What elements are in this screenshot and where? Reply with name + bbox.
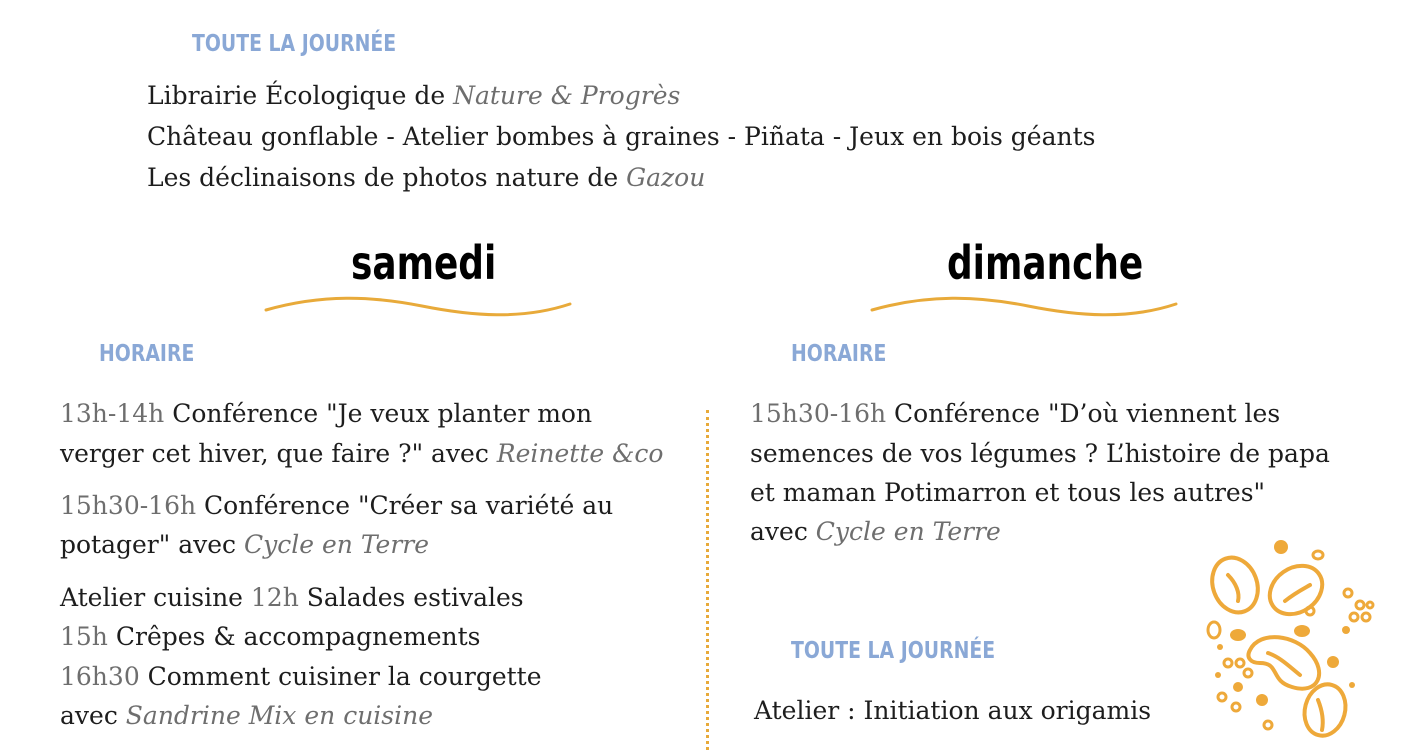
cuisine-item-1: Salades estivales: [298, 583, 524, 612]
samedi-conf2-text2: potager" avec: [60, 530, 244, 559]
column-divider: [706, 410, 709, 750]
dimanche-conf-line2: semences de vos légumes ? L’histoire de papa: [750, 439, 1330, 468]
top-line-3-prefix: Les déclinaisons de photos nature de: [147, 163, 627, 192]
cuisine-item-3: Comment cuisiner la courgette: [139, 662, 542, 691]
dimanche-conf-time: 15h30-16h: [750, 399, 887, 428]
top-line-1-italic: Nature & Progrès: [453, 81, 681, 110]
dimanche-title: dimanche: [947, 236, 1144, 290]
dimanche-conf-avec: avec: [750, 517, 816, 546]
samedi-conf2-speaker: Cycle en Terre: [243, 530, 430, 559]
samedi-conf2-time: 15h30-16h: [60, 491, 197, 520]
samedi-conf2-text1: Conférence "Créer sa variété au: [196, 491, 614, 520]
dimanche-underline: [868, 292, 1180, 326]
cuisine-time-2: 15h: [60, 622, 108, 651]
samedi-underline: [262, 292, 574, 326]
top-line-1-prefix: Librairie Écologique de: [147, 81, 454, 110]
seeds-illustration-icon: [1200, 535, 1390, 750]
dimanche-conf-speaker: Cycle en Terre: [815, 517, 1001, 546]
dimanche-conf-line1: [750, 394, 1280, 434]
cuisine-item-2: Crêpes & accompagnements: [107, 622, 481, 651]
dimanche-conf-line3: et maman Potimarron et tous les autres": [750, 478, 1266, 507]
samedi-conf1-text1: Conférence "Je veux planter mon: [164, 399, 593, 428]
top-line-3: [147, 158, 705, 198]
cuisine-avec: avec: [60, 701, 126, 730]
samedi-conf1-speaker: Reinette &co: [496, 439, 664, 468]
cuisine-time-3: 16h30: [60, 662, 140, 691]
cuisine-speaker: Sandrine Mix en cuisine: [125, 701, 434, 730]
dimanche-conf-text1: Conférence "D’où viennent les: [886, 399, 1281, 428]
dimanche-atelier: Atelier : Initiation aux origamis: [754, 696, 1152, 725]
samedi-cuisine-line4: [60, 696, 433, 736]
samedi-cuisine-line1: [60, 578, 524, 618]
samedi-conf2-line1: [60, 486, 613, 526]
cuisine-time-1: 12h: [250, 583, 299, 612]
top-line-2: Château gonflable - Atelier bombes à graines - Piñata - Jeux en bois géants: [147, 122, 1096, 151]
samedi-cuisine-line3: [60, 657, 542, 697]
dimanche-horaire-heading: HORAIRE: [791, 341, 887, 367]
samedi-title: samedi: [351, 236, 497, 290]
samedi-conf1-line1: [60, 394, 592, 434]
dimanche-journee-heading: TOUTE LA JOURNÉE: [791, 638, 996, 664]
top-line-1: [147, 76, 680, 116]
samedi-conf1-time: 13h-14h: [60, 399, 165, 428]
cuisine-label: Atelier cuisine: [60, 583, 251, 612]
samedi-conf1-text2: verger cet hiver, que faire ?" avec: [60, 439, 497, 468]
top-line-3-italic: Gazou: [626, 163, 706, 192]
samedi-horaire-heading: HORAIRE: [99, 341, 195, 367]
samedi-conf1-line2: [60, 434, 663, 474]
top-heading: TOUTE LA JOURNÉE: [192, 31, 397, 57]
dimanche-conf-line4: [750, 512, 1001, 552]
samedi-conf2-line2: [60, 525, 429, 565]
samedi-cuisine-line2: [60, 617, 480, 657]
